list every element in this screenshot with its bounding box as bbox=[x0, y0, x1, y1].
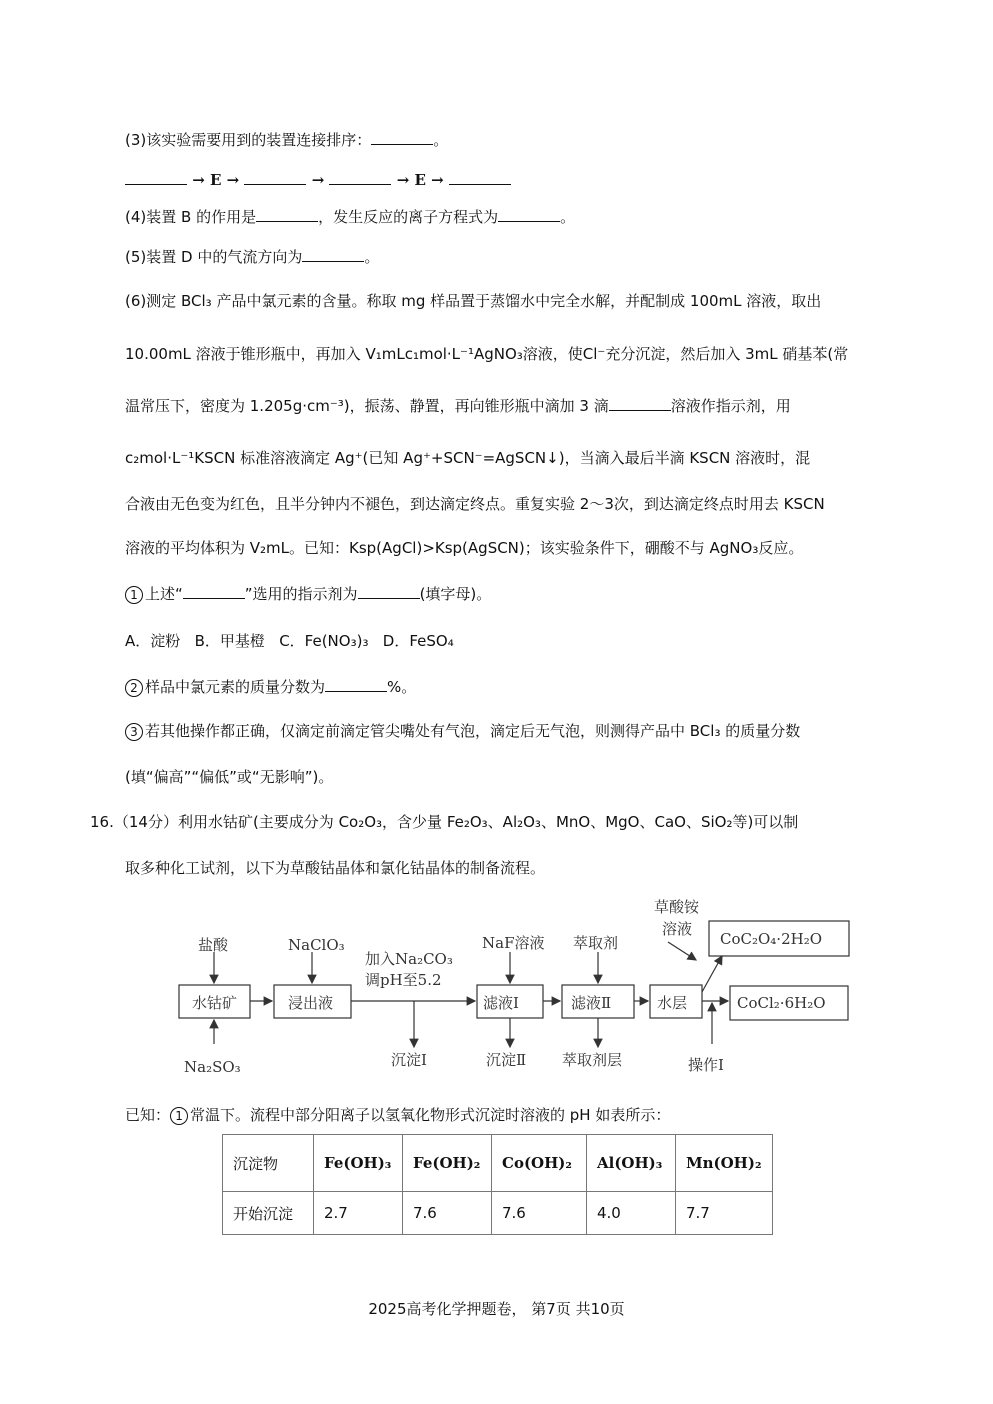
answer-blank bbox=[371, 130, 433, 145]
table-cell: 7.6 bbox=[403, 1192, 492, 1235]
flow-arrow bbox=[702, 956, 722, 992]
header-cell: Fe(OH)₃ bbox=[314, 1135, 403, 1192]
sub-question-1: 1 上述“ ”选用的指示剂为 (填字母)。 bbox=[125, 583, 491, 605]
answer-blank bbox=[329, 170, 391, 185]
box-leach-label: 浸出液 bbox=[288, 994, 334, 1012]
option-b: B．甲基橙 bbox=[194, 632, 265, 650]
device-chain: → E → → → E → bbox=[125, 169, 511, 191]
sub-question-3-cont: (填“偏高”“偏低”或“无影响”)。 bbox=[125, 768, 334, 786]
option-a: A．淀粉 bbox=[125, 632, 181, 650]
table-cell: 开始沉淀 bbox=[223, 1192, 314, 1235]
header-cell: Mn(OH)₂ bbox=[676, 1135, 773, 1192]
box-water-label: 水层 bbox=[657, 994, 688, 1012]
answer-blank bbox=[302, 247, 364, 262]
circled-number: 1 bbox=[170, 1107, 188, 1125]
label-oxalate-1: 草酸铵 bbox=[654, 898, 700, 916]
label-extract-layer: 萃取剂层 bbox=[562, 1051, 623, 1069]
sub-question-2: 2 样品中氯元素的质量分数为 %。 bbox=[125, 676, 416, 698]
table-header-row bbox=[223, 1135, 773, 1192]
label-naclo3: NaClO₃ bbox=[288, 936, 345, 954]
page-footer: 2025高考化学押题卷， 第7页 共10页 bbox=[368, 1300, 625, 1318]
circled-number: 1 bbox=[125, 586, 143, 604]
label-ppt-1: 沉淀Ⅰ bbox=[391, 1051, 427, 1069]
flow-arrow bbox=[668, 942, 696, 960]
header-cell: Fe(OH)₂ bbox=[403, 1135, 492, 1192]
q6-line-1: (6)测定 BCl₃ 产品中氯元素的含量。称取 mg 样品置于蒸馏水中完全水解，并配制成 100mL 溶液，取出 bbox=[125, 292, 822, 310]
circled-number: 3 bbox=[125, 723, 143, 741]
question-16-line-1: 16.（14分）利用水钴矿(主要成分为 Co₂O₃，含少量 Fe₂O₃、Al₂O₃、MnO、MgO、CaO、SiO₂等)可以制 bbox=[90, 813, 799, 831]
table-cell: 2.7 bbox=[314, 1192, 403, 1235]
sub-question-3: 3 若其他操作都正确，仅滴定前滴定管尖嘴处有气泡，滴定后无气泡，则测得产品中 BCl₃ 的质量分数 bbox=[125, 720, 800, 742]
label-adjust-ph: 调pH至5.2 bbox=[365, 971, 442, 989]
known-condition: 已知： 1 常温下。流程中部分阳离子以氢氧化物形式沉淀时溶液的 pH 如表所示： bbox=[125, 1106, 671, 1124]
options bbox=[125, 630, 454, 652]
label-operation-1: 操作Ⅰ bbox=[688, 1056, 724, 1074]
header-cell: Al(OH)₃ bbox=[587, 1135, 676, 1192]
label-oxalate-2: 溶液 bbox=[662, 920, 693, 938]
label-na2so3: Na₂SO₃ bbox=[184, 1058, 241, 1076]
option-d: D．FeSO₄ bbox=[382, 632, 454, 650]
question-16-line-2: 取多种化工试剂，以下为草酸钴晶体和氯化钴晶体的制备流程。 bbox=[125, 859, 546, 877]
question-4: (4)装置 B 的作用是 ，发生反应的离子方程式为 。 bbox=[125, 208, 576, 226]
box-ore-label: 水钴矿 bbox=[192, 994, 238, 1012]
box-filtrate-2-label: 滤液Ⅱ bbox=[571, 994, 612, 1012]
answer-blank bbox=[256, 207, 318, 222]
ph-table bbox=[222, 1134, 773, 1235]
circled-number: 2 bbox=[125, 679, 143, 697]
header-cell: Co(OH)₂ bbox=[492, 1135, 587, 1192]
table-cell: 7.6 bbox=[492, 1192, 587, 1235]
q6-line-5: 合液由无色变为红色，且半分钟内不褪色，到达滴定终点。重复实验 2～3次，到达滴定终点时用去 KSCN bbox=[125, 495, 825, 513]
table-cell: 7.7 bbox=[676, 1192, 773, 1235]
label-hcl: 盐酸 bbox=[198, 936, 229, 954]
label-naf: NaF溶液 bbox=[482, 934, 545, 952]
label-add-na2co3: 加入Na₂CO₃ bbox=[365, 950, 453, 968]
answer-blank bbox=[244, 170, 306, 185]
table-row bbox=[223, 1192, 773, 1235]
question-3: (3)该实验需要用到的装置连接排序： 。 bbox=[125, 131, 449, 149]
process-flow-diagram bbox=[170, 892, 860, 1087]
label-extractant: 萃取剂 bbox=[573, 934, 619, 952]
header-cell: 沉淀物 bbox=[223, 1135, 314, 1192]
box-filtrate-1-label: 滤液Ⅰ bbox=[483, 994, 519, 1012]
answer-blank bbox=[125, 170, 187, 185]
option-c: C．Fe(NO₃)₃ bbox=[279, 632, 369, 650]
product-1-label: CoC₂O₄·2H₂O bbox=[720, 930, 823, 948]
answer-blank bbox=[325, 677, 387, 692]
answer-blank bbox=[183, 584, 245, 599]
q6-line-3: 温常压下，密度为 1.205g·cm⁻³)，振荡、静置，再向锥形瓶中滴加 3 滴 溶液作指示剂，用 bbox=[125, 397, 791, 415]
q6-line-6: 溶液的平均体积为 V₂mL。已知：Ksp(AgCl)>Ksp(AgSCN)；该实验条件下，硼酸不与 AgNO₃反应。 bbox=[125, 539, 804, 557]
answer-blank bbox=[449, 170, 511, 185]
question-5: (5)装置 D 中的气流方向为 。 bbox=[125, 248, 380, 266]
q6-line-4: c₂mol·L⁻¹KSCN 标准溶液滴定 Ag⁺(已知 Ag⁺+SCN⁻=AgSCN↓)，当滴入最后半滴 KSCN 溶液时，混 bbox=[125, 449, 811, 467]
answer-blank bbox=[609, 396, 671, 411]
answer-blank bbox=[358, 584, 420, 599]
product-2-label: CoCl₂·6H₂O bbox=[737, 994, 826, 1012]
label-ppt-2: 沉淀Ⅱ bbox=[486, 1051, 527, 1069]
q6-line-2: 10.00mL 溶液于锥形瓶中，再加入 V₁mLc₁mol·L⁻¹AgNO₃溶液，使Cl⁻充分沉淀，然后加入 3mL 硝基苯(常 bbox=[125, 345, 849, 363]
table-cell: 4.0 bbox=[587, 1192, 676, 1235]
answer-blank bbox=[498, 207, 560, 222]
